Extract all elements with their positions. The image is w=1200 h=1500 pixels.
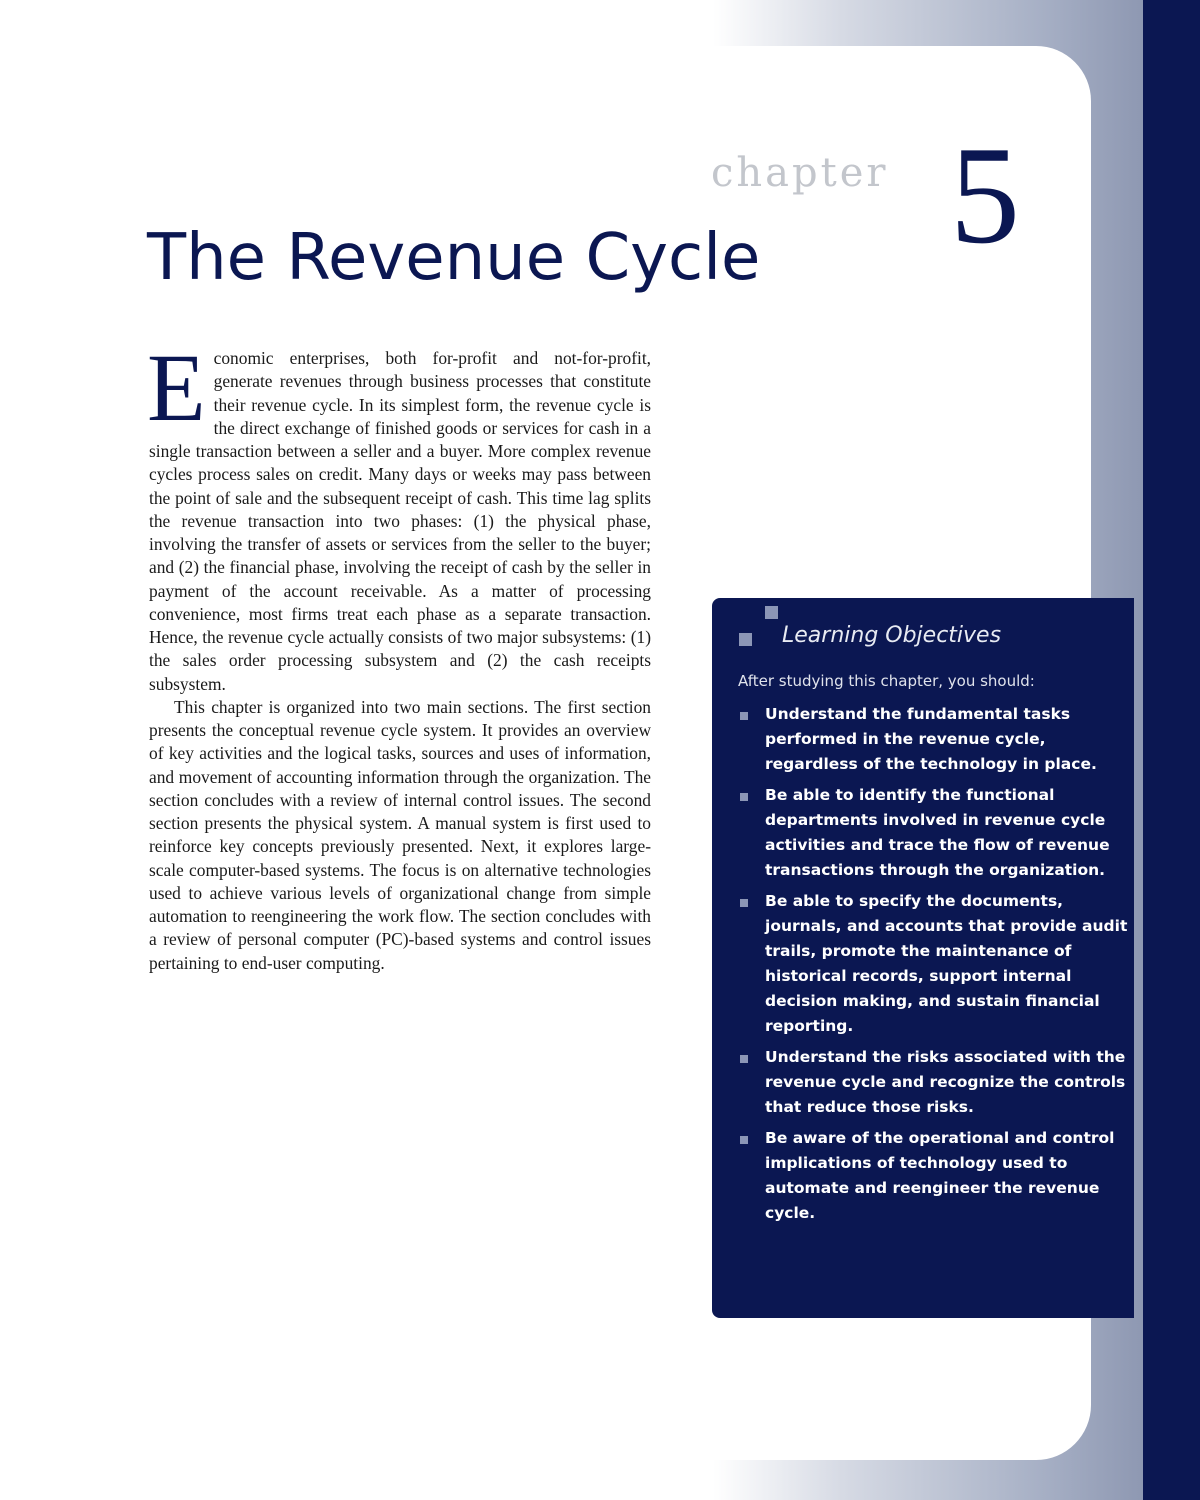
square-bullet-icon xyxy=(739,633,752,646)
intro-paragraph-1-text: conomic enterprises, both for-profit and not-for-profit, generate revenues through business processes that constitute their revenue cycle. In its simplest form, the revenue cycle is the direct exchange of finished goods or services for cash in a single transaction between a seller and a buyer. More complex revenue cycles process sales on credit. Many days or weeks may pass between the point of sale and the subsequent receipt of cash. This time lag splits the revenue transaction into two phases: (1) the physical phase, involving the transfer of assets or services from the seller to the buyer; and (2) the financial phase, involving the receipt of cash by the seller in payment of the account receivable. As a matter of processing convenience, most firms treat each phase as a separate transaction. Hence, the revenue cycle actually consists of two major subsystems: (1) the sales order processing subsystem and (2) the cash receipts subsystem. xyxy=(149,348,651,694)
learning-objectives-box xyxy=(712,598,1134,1318)
learning-objectives-heading: Learning Objectives xyxy=(782,623,1002,648)
objective-text: Understand the fundamental tasks performed in the revenue cycle, regardless of the technology in place. xyxy=(765,705,1097,773)
drop-cap: E xyxy=(147,334,206,441)
objective-item xyxy=(738,702,1128,777)
page-title: The Revenue Cycle xyxy=(147,221,761,295)
intro-paragraph-2: This chapter is organized into two main sections. The first section presents the conceptual revenue cycle system. It provides an overview of key activities and the logical tasks, sources and uses of information, and movement of accounting information through the organization. The section concludes with a review of internal control issues. The second section presents the physical system. A manual system is first used to reinforce key concepts previously presented. Next, it explores large-scale computer-based systems. The focus is on alternative technologies used to achieve various levels of organizational change from simple automation to reengineering the work flow. The section concludes with a review of personal computer (PC)-based systems and control issues pertaining to end-user computing. xyxy=(149,696,651,973)
square-bullet-icon xyxy=(740,1136,748,1144)
intro-paragraph-1 xyxy=(147,334,651,696)
objective-item xyxy=(738,889,1128,1039)
chapter-intro xyxy=(147,334,651,975)
learning-objectives-intro: After studying this chapter, you should: xyxy=(738,672,1035,690)
square-bullet-icon xyxy=(740,712,748,720)
square-bullet-icon xyxy=(765,606,778,619)
square-bullet-icon xyxy=(740,793,748,801)
objective-text: Be aware of the operational and control implications of technology used to automate and reengineer the revenue cycle. xyxy=(765,1129,1115,1222)
objective-item xyxy=(738,783,1128,883)
objective-item xyxy=(738,1126,1128,1226)
learning-objectives-list xyxy=(738,702,1128,1232)
navy-edge-strip xyxy=(1143,0,1200,1500)
objective-item xyxy=(738,1045,1128,1120)
square-bullet-icon xyxy=(740,1055,748,1063)
objective-text: Be able to specify the documents, journals, and accounts that provide audit trails, promote the maintenance of historical records, support internal decision making, and sustain financial reporting. xyxy=(765,892,1128,1035)
objective-text: Be able to identify the functional departments involved in revenue cycle activities and trace the flow of revenue transactions through the organization. xyxy=(765,786,1110,879)
objective-text: Understand the risks associated with the revenue cycle and recognize the controls that reduce those risks. xyxy=(765,1048,1126,1116)
chapter-number: 5 xyxy=(950,118,1020,273)
square-bullet-icon xyxy=(740,899,748,907)
chapter-label: chapter xyxy=(711,150,889,196)
